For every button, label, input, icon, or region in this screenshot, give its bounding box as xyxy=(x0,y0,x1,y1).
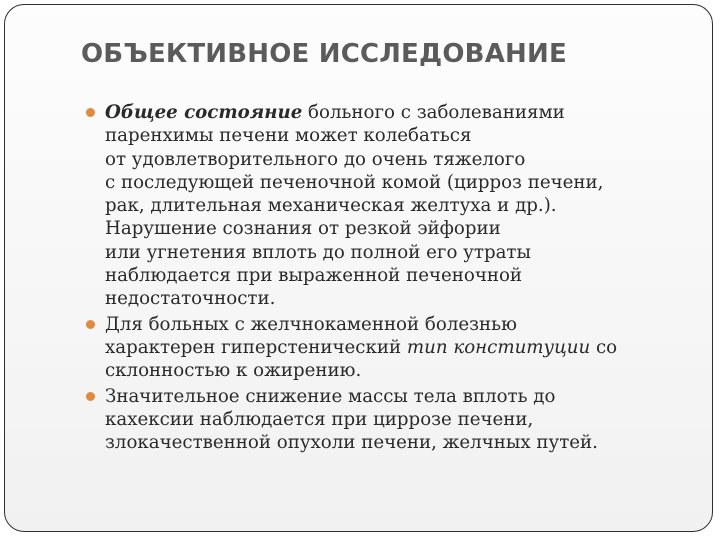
bullet-dot-icon xyxy=(86,392,95,401)
bullet-dot-icon xyxy=(86,108,95,117)
bullet-list xyxy=(83,101,683,456)
item-lead-emphasis: Общее состояние xyxy=(105,102,303,123)
slide-title: ОБЪЕКТИВНОЕ ИССЛЕДОВАНИЕ xyxy=(81,39,567,69)
item-text: больного с заболеваниями паренхимы печени может колебаться от удовлетворительного до очень тяжелого с последующей печеночной комой (цирроз печени, рак, длительная механическая желтуха и др.). Нарушение сознания от резкой эйфории или угнетения вплоть до полной его утраты наблюдается при выраженной печеночной недостаточности. xyxy=(105,102,604,310)
item-emphasis: тип конституции xyxy=(406,336,591,358)
item-text: Значительное снижение массы тела вплоть до кахексии наблюдается при циррозе печени, злокачественной опухоли печени, желчных путей. xyxy=(105,385,598,454)
list-item xyxy=(83,101,683,311)
bullet-dot-icon xyxy=(86,320,95,329)
slide xyxy=(4,4,713,532)
list-item xyxy=(83,313,683,383)
item-text-before: Для больных с желчнокаменной болезнью характерен гиперстенический xyxy=(105,313,517,358)
item-text-after: со склонностью к ожирению. xyxy=(105,336,618,382)
list-item xyxy=(83,385,683,455)
